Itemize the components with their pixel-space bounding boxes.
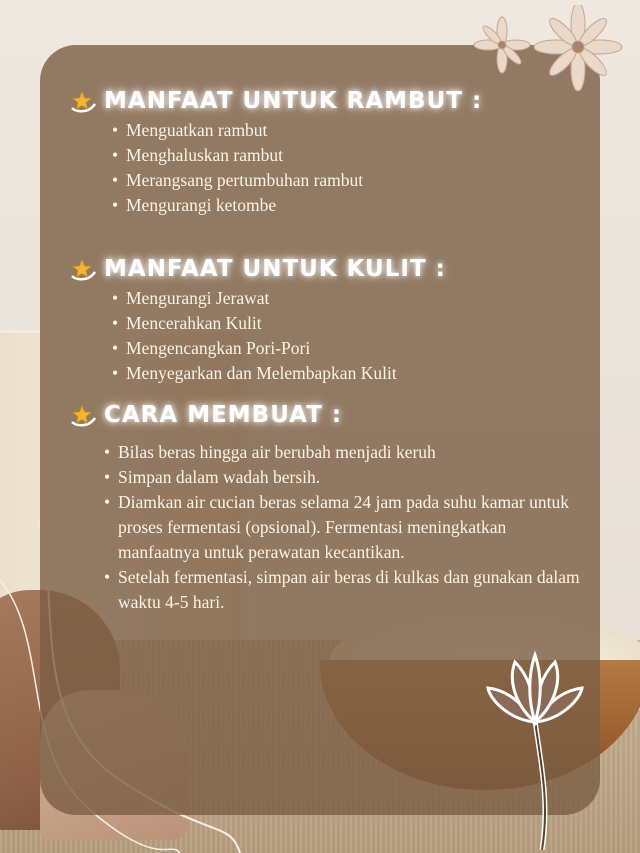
list-item: • Merangsang pertumbuhan rambut [112, 168, 372, 193]
shooting-star-icon [68, 254, 98, 284]
heading-cara-membuat-text: CARA MEMBUAT : [104, 402, 343, 428]
list-item: • Setelah fermentasi, simpan air beras di kulkas dan gunakan dalam waktu 4-5 hari. [104, 565, 584, 615]
heading-rambut-text: MANFAAT UNTUK RAMBUT : [104, 88, 483, 114]
lotus-icon [480, 650, 590, 850]
list-kulit [112, 286, 472, 386]
list-cara-membuat [104, 440, 584, 615]
list-item: • Mencerahkan Kulit [112, 311, 472, 336]
heading-rambut [68, 86, 482, 116]
heading-kulit [68, 254, 446, 284]
list-item: • Diamkan air cucian beras selama 24 jam pada suhu kamar untuk proses fermentasi (opsional). Fermentasi meningkatkan manfaatnya untuk perawatan kecantikan. [104, 490, 584, 565]
list-item: • Bilas beras hingga air berubah menjadi keruh [104, 440, 584, 465]
list-item: • Menghaluskan rambut [112, 143, 372, 168]
list-item: • Menguatkan rambut [112, 118, 372, 143]
shooting-star-icon [68, 86, 98, 116]
flower-icon [470, 5, 640, 95]
list-item: • Menyegarkan dan Melembapkan Kulit [112, 361, 472, 386]
list-rambut [112, 118, 372, 218]
list-item: • Mengurangi ketombe [112, 193, 372, 218]
heading-kulit-text: MANFAAT UNTUK KULIT : [104, 256, 446, 282]
heading-cara-membuat [68, 400, 342, 430]
list-item: • Mengencangkan Pori-Pori [112, 336, 472, 361]
list-item: • Mengurangi Jerawat [112, 286, 472, 311]
list-item: • Simpan dalam wadah bersih. [104, 465, 584, 490]
shooting-star-icon [68, 400, 98, 430]
